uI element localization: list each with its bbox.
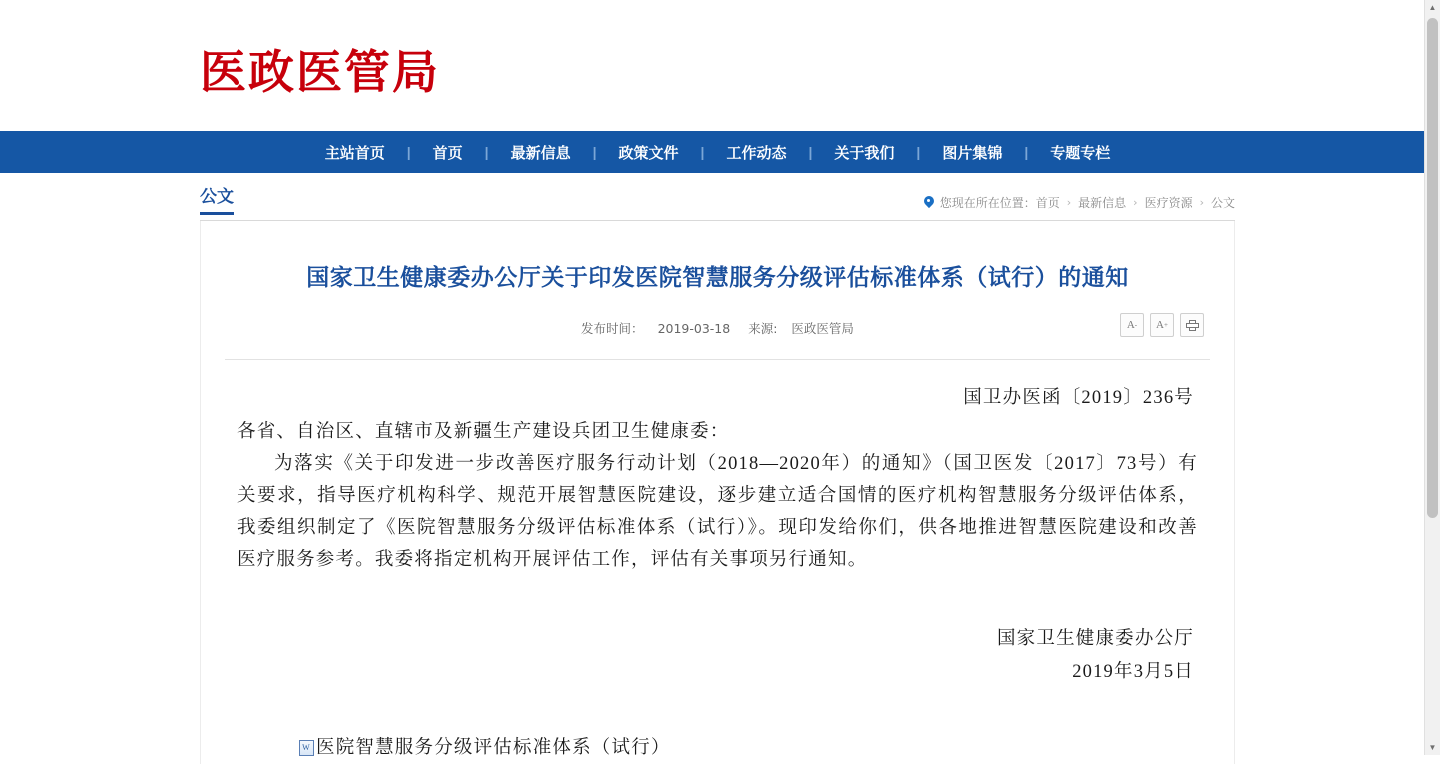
section-title: 公文	[200, 187, 234, 215]
attachment-link[interactable]: 医院智慧服务分级评估标准体系（试行）	[316, 738, 671, 758]
main-navigation	[0, 131, 1425, 173]
breadcrumb	[924, 194, 1235, 215]
nav-item-home[interactable]: 首页	[432, 143, 463, 162]
nav-items-container	[303, 142, 1133, 163]
nav-item-photo-gallery[interactable]: 图片集锦	[942, 143, 1003, 162]
word-document-icon: W	[299, 740, 314, 756]
nav-separator: |	[592, 144, 597, 160]
nav-separator: |	[916, 144, 921, 160]
article-title: 国家卫生健康委办公厅关于印发医院智慧服务分级评估标准体系（试行）的通知	[306, 265, 1129, 291]
breadcrumb-item-medical-resources[interactable]: 医疗资源	[1144, 196, 1193, 210]
document-paragraph: 为落实《关于印发进一步改善医疗服务行动计划（2018—2020年）的通知》（国卫医发〔2017〕73号）有关要求，指导医疗机构科学、规范开展智慧医院建设，逐步建立适合国情的医疗机构智慧服务分级评估体系，我委组织制定了《医院智慧服务分级评估标准体系（试行）》。现印发给你们，供各地推进智慧医院建设和改善医疗服务参考。我委将指定机构开展评估工作，评估有关事项另行通知。	[237, 454, 1198, 570]
page-scrollbar[interactable]	[1424, 0, 1440, 755]
article-card	[200, 221, 1235, 764]
breadcrumb-bar	[200, 173, 1235, 221]
nav-item-latest-news[interactable]: 最新信息	[510, 143, 571, 162]
nav-item-policy-documents[interactable]: 政策文件	[618, 143, 679, 162]
breadcrumb-prefix: 您现在所在位置：	[939, 196, 1036, 210]
publish-date: 2019-03-18	[657, 321, 731, 336]
source-name: 医政医管局	[791, 321, 854, 336]
decrease-font-sup: -	[1134, 320, 1138, 329]
nav-separator: |	[808, 144, 813, 160]
increase-font-size-button[interactable]	[1150, 313, 1174, 337]
nav-item-main-home[interactable]: 主站首页	[324, 143, 385, 162]
nav-separator: |	[406, 144, 411, 160]
document-date: 2019年3月5日	[1072, 662, 1194, 682]
printer-icon-bottom	[1189, 327, 1196, 331]
increase-font-sup: +	[1164, 320, 1168, 329]
chevron-right-icon: ›	[1133, 196, 1138, 209]
document-number: 国卫办医函〔2019〕236号	[963, 388, 1194, 408]
nav-separator: |	[484, 144, 489, 160]
site-logo: 医政医管局	[200, 45, 440, 99]
nav-separator: |	[1024, 144, 1029, 160]
nav-item-about-us[interactable]: 关于我们	[834, 143, 895, 162]
site-header	[0, 0, 1425, 131]
breadcrumb-item-latest-news[interactable]: 最新信息	[1078, 196, 1127, 210]
print-button[interactable]	[1180, 313, 1204, 337]
decrease-font-label: A	[1126, 318, 1135, 331]
document-signature: 国家卫生健康委办公厅	[996, 629, 1194, 649]
chevron-right-icon: ›	[1066, 196, 1072, 209]
article-body	[225, 360, 1210, 764]
printer-icon	[1186, 320, 1199, 331]
publish-time-label: 发布时间：	[581, 321, 644, 336]
chevron-right-icon: ›	[1199, 196, 1204, 209]
nav-separator: |	[700, 144, 705, 160]
nav-item-work-updates[interactable]: 工作动态	[726, 143, 787, 162]
location-pin-icon	[924, 196, 934, 209]
breadcrumb-item-current: 公文	[1210, 196, 1235, 210]
scrollbar-thumb[interactable]	[1427, 18, 1438, 518]
article-meta-row	[225, 307, 1210, 360]
scroll-up-arrow-icon[interactable]: ▲	[1428, 3, 1437, 12]
attachment-row	[237, 732, 1198, 764]
article-meta	[225, 307, 1210, 337]
decrease-font-size-button[interactable]	[1120, 313, 1144, 337]
article-tools	[1120, 313, 1204, 337]
scroll-down-arrow-icon[interactable]: ▼	[1428, 743, 1437, 752]
breadcrumb-item-home[interactable]: 首页	[1035, 196, 1060, 210]
nav-item-special-columns[interactable]: 专题专栏	[1050, 143, 1111, 162]
document-salutation: 各省、自治区、直辖市及新疆生产建设兵团卫生健康委：	[237, 422, 730, 442]
increase-font-label: A	[1156, 318, 1164, 331]
source-label: 来源:	[748, 321, 778, 336]
